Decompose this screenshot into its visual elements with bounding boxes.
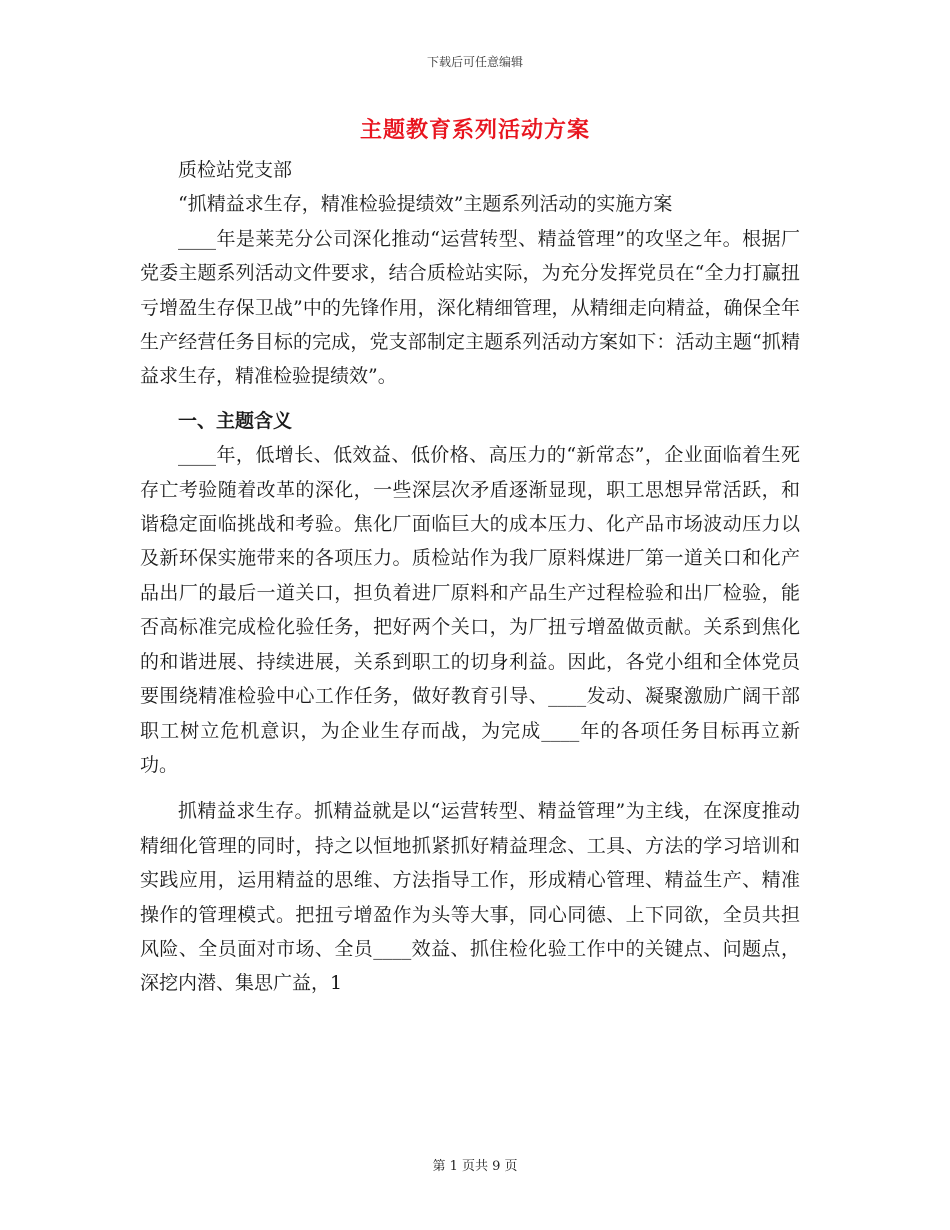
section2-paragraph: 抓精益求生存。抓精益就是以“运营转型、精益管理”为主线，在深度推动精细化管理的同时，持之以恒地抓紧抓好精益理念、工具、方法的学习培训和实践应用，运用精益的思维、方法指导工作，形成精心管理、精益生产、精准操作的管理模式。把扭亏增盈作为头等大事，同心同德、上下同欲，全员共担风险、全员面对市场、全员____效益、抓住检化验工作中的关键点、问题点，深挖内潜、集思广益，1 <box>140 800 800 995</box>
page-footer: 第 1 页共 9 页 <box>432 1159 518 1174</box>
header-note: 下载后可任意编辑 <box>426 55 523 69</box>
org-line: 质检站党支部 <box>178 159 293 181</box>
section-heading: 一、主题含义 <box>178 409 293 432</box>
subtitle-line: “抓精益求生存，精准检验提绩效”主题系列活动的实施方案 <box>178 193 673 216</box>
intro-paragraph: ____年是莱芜分公司深化推动“运营转型、精益管理”的攻坚之年。根据厂党委主题系列活动文件要求，结合质检站实际，为充分发挥党员在“全力打赢扭亏增盈生存保卫战”中的先锋作用，深化精细管理，从精细走向精益，确保全年生产经营任务目标的完成，党支部制定主题系列活动方案如下：活动主题“抓精益求生存，精准检验提绩效”。 <box>140 227 800 388</box>
section1-paragraph: ____年，低增长、低效益、低价格、高压力的“新常态”，企业面临着生死存亡考验随着改革的深化，一些深层次矛盾逐渐显现，职工思想异常活跃，和谐稳定面临挑战和考验。焦化厂面临巨大的成本压力、化产品市场波动压力以及新环保实施带来的各项压力。质检站作为我厂原料煤进厂第一道关口和化产品出厂的最后一道关口，担负着进厂原料和产品生产过程检验和出厂检验，能否高标准完成检化验任务，把好两个关口，为厂扭亏增盈做贡献。关系到焦化的和谐进展、持续进展，关系到职工的切身利益。因此，各党小组和全体党员要围绕精准检验中心工作任务，做好教育引导、____发动、凝聚激励广阔干部职工树立危机意识，为企业生存而战，为完成____年的各项任务目标再立新功。 <box>140 444 800 776</box>
document-title: 主题教育系列活动方案 <box>359 117 590 143</box>
document-body <box>140 153 800 1001</box>
